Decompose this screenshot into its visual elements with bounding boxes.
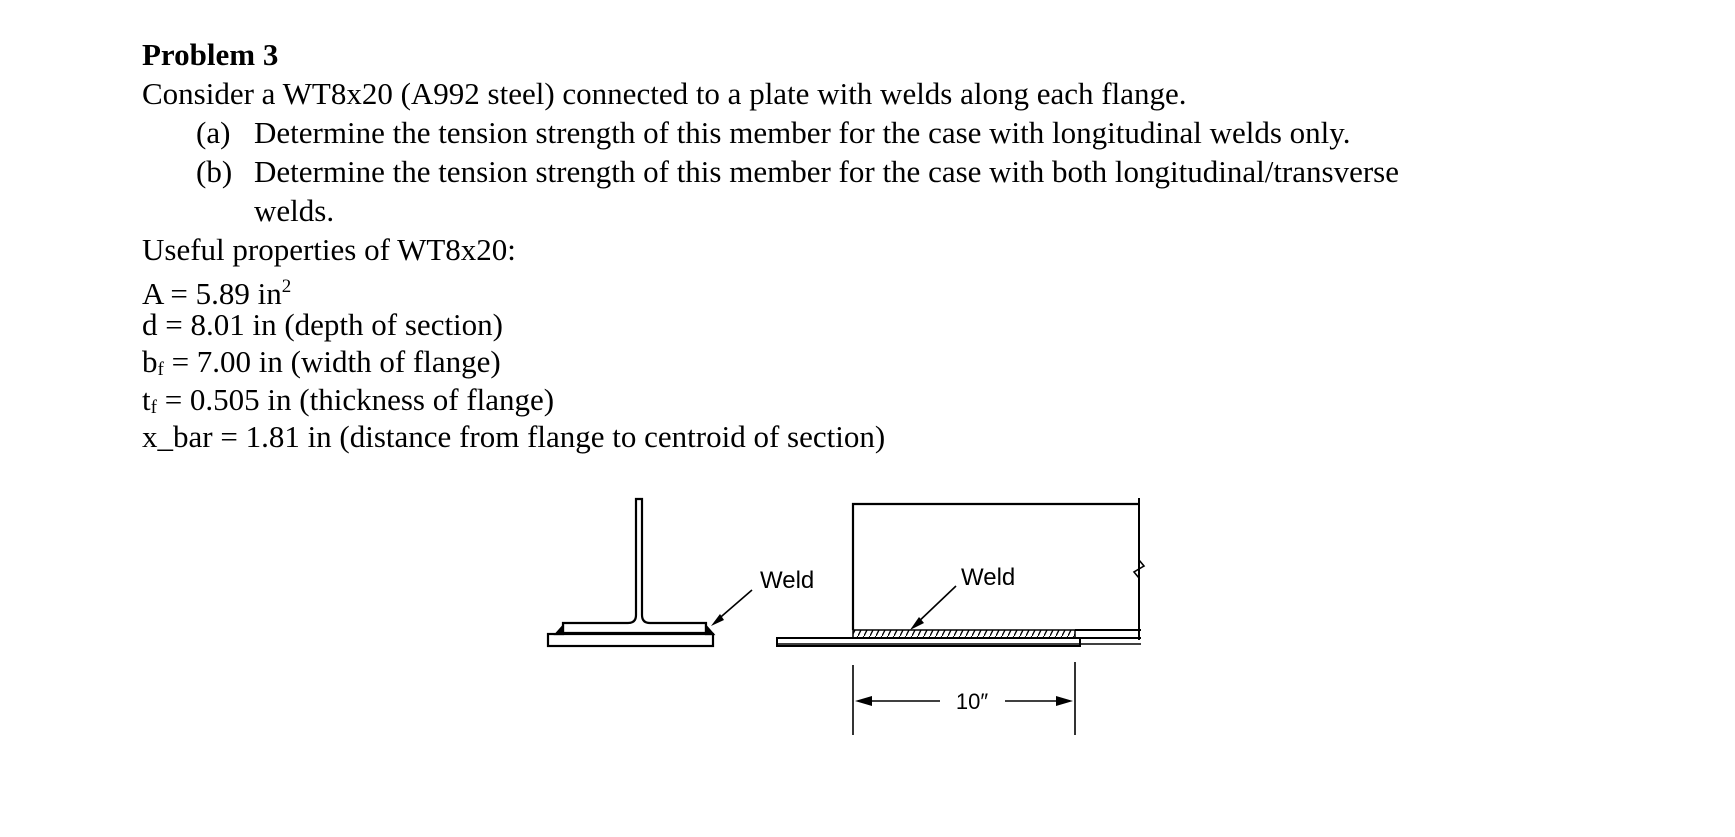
dimension-arrowhead-right xyxy=(1056,696,1073,706)
flange-thickness-subscript: f xyxy=(150,397,157,418)
flange-thickness-symbol: t xyxy=(142,382,151,417)
tee-outline xyxy=(563,499,706,633)
leader-right xyxy=(915,586,956,625)
flange-width-text: = 7.00 in (width of flange) xyxy=(163,344,501,379)
flange-thickness-text: = 0.505 in (thickness of flange) xyxy=(156,382,555,417)
part-b-marker: (b) xyxy=(196,154,233,189)
problem-intro: Consider a WT8x20 (A992 steel) connected to a plate with welds along each flange. xyxy=(142,76,1187,111)
long-plate xyxy=(777,638,1080,646)
part-a-marker: (a) xyxy=(196,115,231,150)
flange-width-symbol: b xyxy=(142,344,158,379)
property-x-bar: x_bar = 1.81 in (distance from flange to centroid of section) xyxy=(142,419,886,454)
weld-hatch xyxy=(853,630,1075,638)
part-b-text: Determine the tension strength of this member for the case with both longitudinal/transverse xyxy=(254,154,1399,189)
dimension-arrowhead-left xyxy=(855,696,872,706)
part-b-continuation: welds. xyxy=(254,193,335,228)
weld-right xyxy=(706,626,713,634)
property-area-label: A = 5.89 in xyxy=(142,276,282,311)
section-plate xyxy=(548,634,713,646)
wt-cross-section xyxy=(548,499,713,646)
properties-heading: Useful properties of WT8x20: xyxy=(142,232,516,267)
weld-label-right: Weld xyxy=(961,564,1016,591)
part-a-text: Determine the tension strength of this member for the case with longitudinal welds only. xyxy=(254,115,1351,150)
dimension-label: 10″ xyxy=(955,689,989,714)
property-area-exponent: 2 xyxy=(281,276,292,297)
weld-label-left: Weld xyxy=(760,567,815,594)
property-depth: d = 8.01 in (depth of section) xyxy=(142,307,503,342)
problem-title: Problem 3 xyxy=(142,37,279,72)
weld-leaders xyxy=(711,586,956,630)
flange-width-subscript: f xyxy=(157,359,164,380)
weld-left xyxy=(556,626,563,634)
